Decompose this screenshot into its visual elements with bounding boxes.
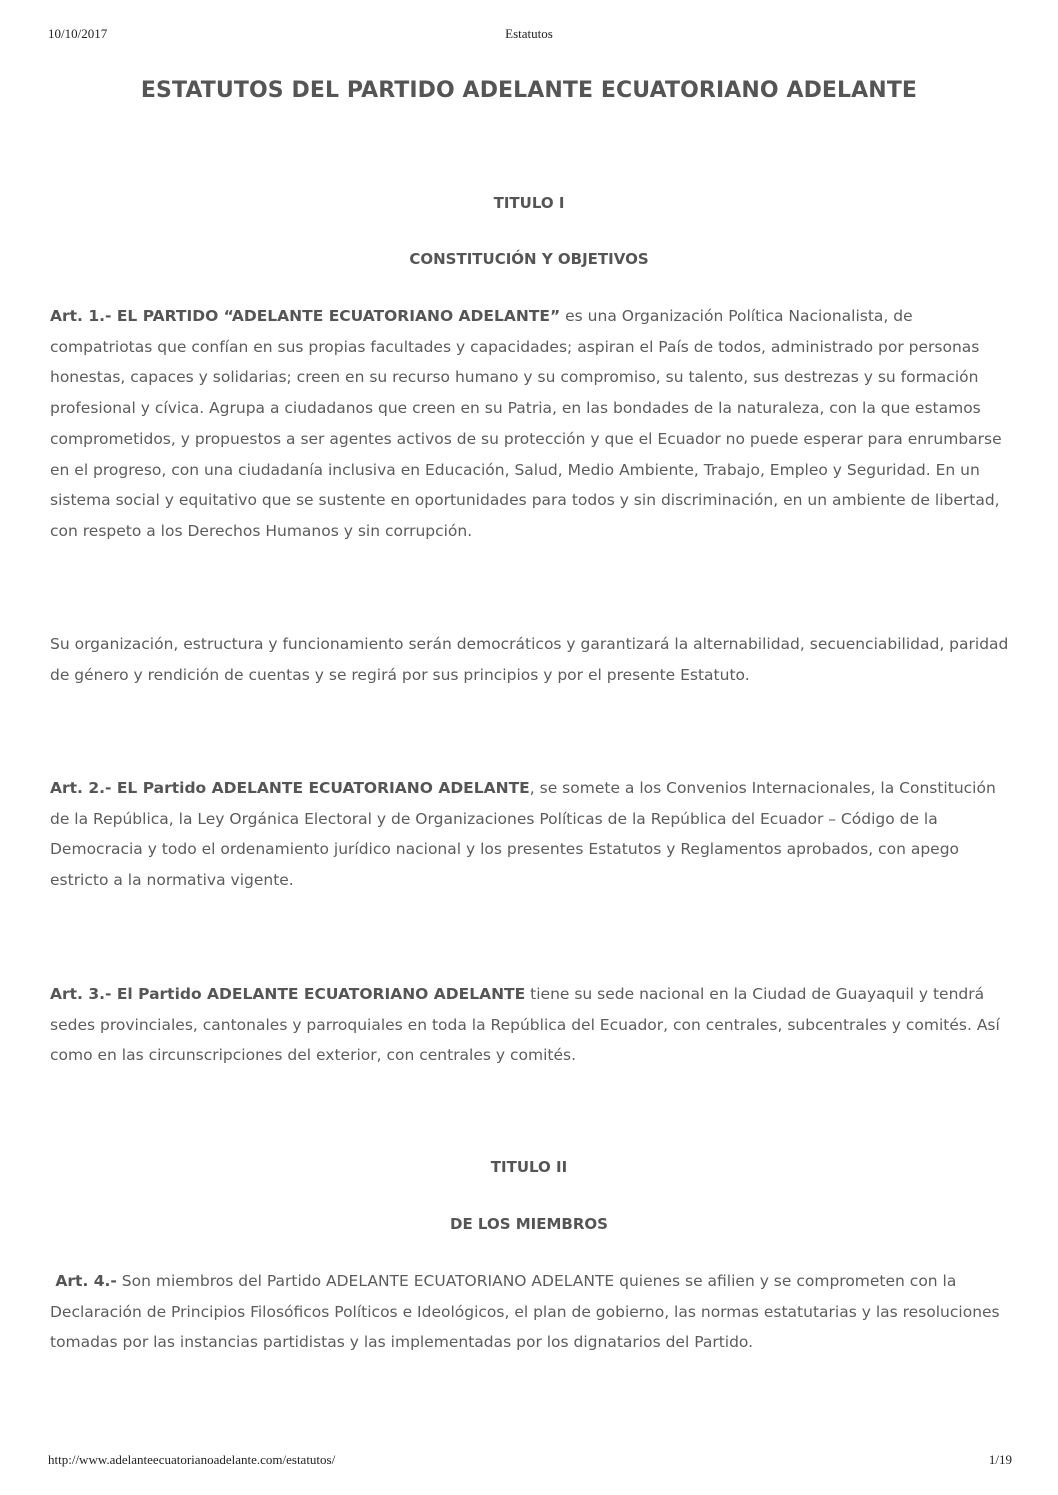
article-1-text: es una Organización Política Nacionalista, de compatriotas que confían en sus propias facultades y capacidades; aspiran el País de todos, administrado por personas honestas, capaces y solidarias; creen en su recurso humano y su compromiso, su talento, sus destrezas y su formación profesional y cívica. Agrupa a ciudadanos que creen en su Patria, en las bondades de la naturaleza, con la que estamos comprometidos, y propuestos a ser agentes activos de su protección y que el Ecuador no puede esperar para enrumbarse en el progreso, con una ciudadanía inclusiva en Educación, Salud, Medio Ambiente, Trabajo, Empleo y Seguridad. En un sistema social y equitativo que se sustente en oportunidades para todos y sin discriminación, en un ambiente de libertad, con respeto a los Derechos Humanos y sin corrupción.: [50, 307, 1002, 540]
document-title: ESTATUTOS DEL PARTIDO ADELANTE ECUATORIANO ADELANTE: [140, 78, 918, 103]
titulo-1-subtitle: CONSTITUCIÓN Y OBJETIVOS: [409, 250, 649, 268]
print-footer-page-number: 1/19: [988, 1452, 1012, 1467]
print-footer: [0, 1452, 1058, 1470]
article-4-text: Son miembros del Partido ADELANTE ECUATORIANO ADELANTE quienes se afilien y se comprometen con la Declaración de Principios Filosóficos Políticos e Ideológicos, el plan de gobierno, las normas estatutarias y las resoluciones tomadas por las instancias partidistas y las implementadas por los dignatarios del Partido.: [50, 1272, 1005, 1352]
print-header-date: 10/10/2017: [48, 26, 108, 41]
article-2-text: , se somete a los Convenios Internacionales, la Constitución de la República, la Ley Orgánica Electoral y de Organizaciones Políticas de la República del Ecuador – Código de la Democracia y todo el ordenamiento jurídico nacional y los presentes Estatutos y Reglamentos aprobados, con apego estricto a la normativa vigente.: [50, 779, 996, 890]
titulo-1-heading: TITULO I: [493, 194, 565, 212]
titulo-2-heading: TITULO II: [490, 1158, 568, 1176]
print-header: [0, 26, 1058, 44]
article-1: [50, 301, 1015, 547]
titulo-2-subtitle: DE LOS MIEMBROS: [450, 1215, 608, 1233]
organization-paragraph: [50, 629, 1015, 690]
article-4-lead: Art. 4.-: [50, 1272, 117, 1290]
article-1-lead: Art. 1.- EL PARTIDO “ADELANTE ECUATORIANO ADELANTE”: [50, 307, 561, 325]
print-header-title: Estatutos: [505, 26, 553, 41]
print-footer-url[interactable]: http://www.adelanteecuatorianoadelante.com/estatutos/: [48, 1452, 336, 1467]
organization-text: Su organización, estructura y funcionamiento serán democráticos y garantizará la alternabilidad, secuenciabilidad, paridad de género y rendición de cuentas y se regirá por sus principios y por el presente Estatuto.: [50, 635, 1009, 684]
article-3: [50, 979, 1015, 1071]
article-2-lead: Art. 2.- EL Partido ADELANTE ECUATORIANO ADELANTE: [50, 779, 530, 797]
article-3-lead: Art. 3.- El Partido ADELANTE ECUATORIANO ADELANTE: [50, 985, 526, 1003]
article-4: [50, 1266, 1015, 1358]
article-2: [50, 773, 1015, 896]
article-3-text: tiene su sede nacional en la Ciudad de Guayaquil y tendrá sedes provinciales, cantonales y parroquiales en toda la República del Ecuador, con centrales, subcentrales y comités. Así como en las circunscripciones del exterior, con centrales y comités.: [50, 985, 1000, 1065]
